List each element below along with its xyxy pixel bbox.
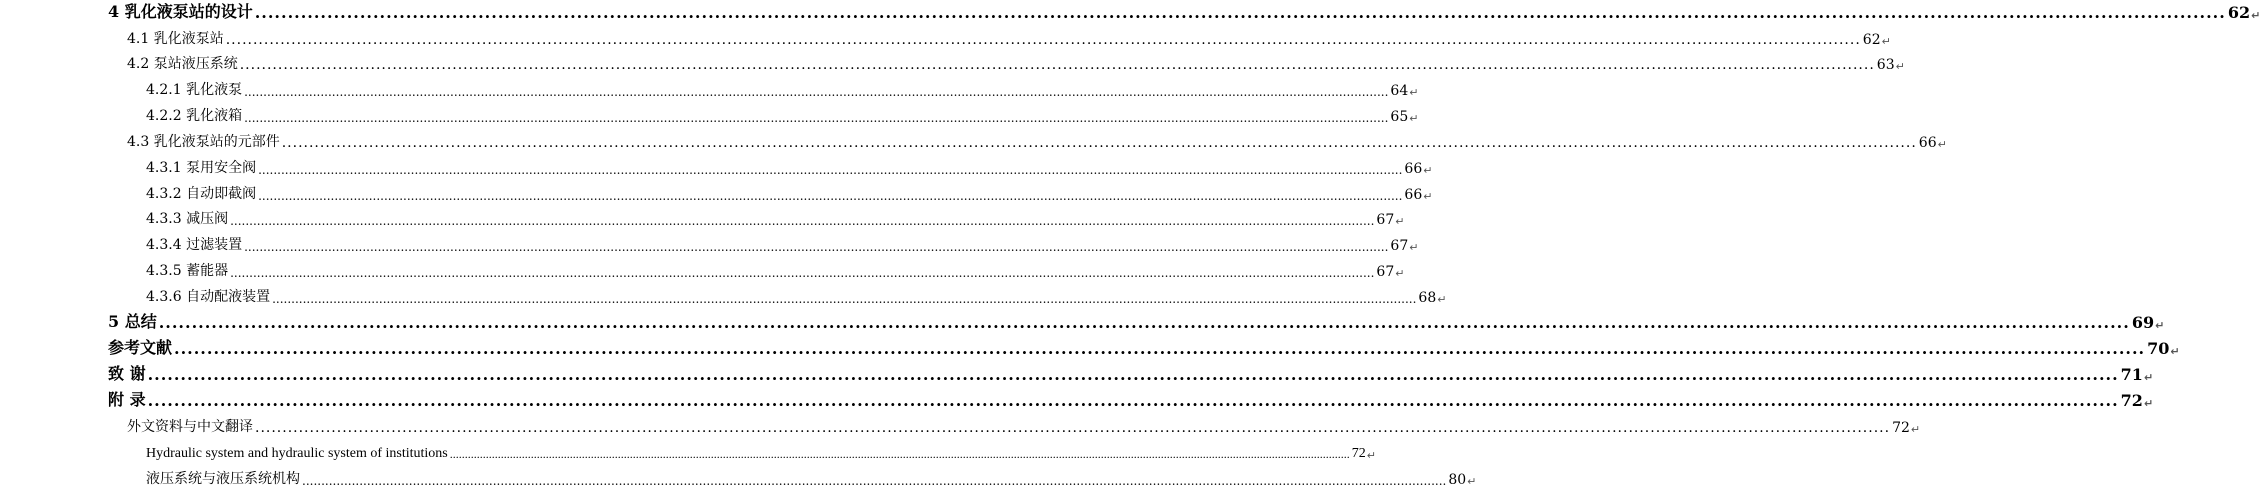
toc-entry-label: 4.2 泵站液压系统 [127,56,238,72]
toc-entry-label: 4.3.6 自动配液装置 [146,289,271,305]
toc-entry[interactable] [146,258,1405,280]
toc-page-number: 64 [1390,83,1409,99]
paragraph-mark-icon: ↵ [1395,267,1405,280]
toc-entry[interactable] [146,232,1419,254]
paragraph-mark-icon: ↵ [1366,449,1376,462]
toc-page-number: 65 [1390,109,1409,125]
dot-leader: ............................................................................................................................................................................................................................................................................................................ [239,57,1875,73]
toc-entry-label: 致 谢 [108,364,146,383]
toc-entry-label: 4.1 乳化液泵站 [127,31,224,47]
paragraph-mark-icon: ↵ [2170,345,2180,358]
paragraph-mark-icon: ↵ [1395,215,1405,228]
toc-entry-label: 5 总结 [108,312,157,331]
toc-entry[interactable] [146,466,1477,488]
toc-page-number: 67 [1376,212,1395,228]
dot-leader: ............................................................................................................................................................................................................................................................................................................ [244,85,1389,99]
paragraph-mark-icon: ↵ [1910,423,1921,436]
toc-page-number: 67 [1376,264,1395,280]
paragraph-mark-icon: ↵ [1937,138,1947,151]
toc-entry-label: 4.3.3 减压阀 [146,211,229,227]
paragraph-mark-icon: ↵ [1423,190,1433,203]
toc-entry[interactable] [146,77,1419,99]
toc-page-number: 68 [1418,290,1437,306]
toc-entry-label: 4.3.4 过滤装置 [146,237,243,253]
paragraph-mark-icon: ↵ [2251,9,2260,22]
paragraph-mark-icon: ↵ [1409,112,1419,125]
toc-entry[interactable] [127,414,1921,436]
toc-page-number: 72 [1351,446,1366,461]
paragraph-mark-icon: ↵ [2143,371,2154,384]
toc-page-number: 71 [2120,365,2143,384]
toc-entry-label: 4.3.1 泵用安全阀 [146,160,257,176]
toc-entry-label: 附 录 [108,390,146,409]
toc-entry-label: 4.2.2 乳化液箱 [146,108,243,124]
toc-entry-label: 外文资料与中文翻译 [127,419,253,435]
toc-entry-label: 4.3.5 蓄能器 [146,263,229,279]
toc-entry[interactable] [108,388,2154,410]
paragraph-mark-icon: ↵ [1423,164,1433,177]
toc-entry[interactable] [127,51,1905,73]
dot-leader: ............................................................................................................................................................................................................................................................................................................ [230,214,1375,228]
paragraph-mark-icon: ↵ [1881,35,1891,48]
dot-leader: ............................................................................................................................................................................................................................................................................................................ [258,163,1403,177]
toc-entry[interactable] [108,336,2180,358]
paragraph-mark-icon: ↵ [1409,86,1419,99]
toc-page-number: 72 [2120,391,2143,410]
paragraph-mark-icon: ↵ [1409,241,1419,254]
dot-leader: ............................................................................................................................................................................................................................................................................................................ [254,3,2226,22]
dot-leader: ............................................................................................................................................................................................................................................................................................................ [244,111,1389,125]
toc-entry[interactable] [146,440,1376,462]
dot-leader: ............................................................................................................................................................................................................................................................................................................ [281,135,1917,151]
dot-leader: ............................................................................................................................................................................................................................................................................................................ [244,240,1389,254]
paragraph-mark-icon: ↵ [1895,60,1905,73]
toc-page-number: 69 [2131,313,2155,332]
toc-entry-label: 4.3 乳化液泵站的元部件 [127,134,280,150]
paragraph-mark-icon: ↵ [2155,319,2165,332]
toc-entry-label: 4 乳化液泵站的设计 [108,2,253,21]
toc-page-number: 72 [1892,420,1910,436]
toc-page-number: 66 [1404,161,1423,177]
toc-entry-label: 液压系统与液压系统机构 [146,471,300,487]
dot-leader: ............................................................................................................................................................................................................................................................................................................ [302,474,1447,488]
dot-leader: ............................................................................................................................................................................................................................................................................................................ [174,339,2146,358]
toc-entry[interactable] [146,155,1433,177]
toc-entry-label: 4.3.2 自动即截阀 [146,186,257,202]
dot-leader: ............................................................................................................................................................................................................................................................................................................ [147,391,2119,410]
toc-entry-label: Hydraulic system and hydraulic system of institutions [146,446,448,461]
toc-entry[interactable] [146,103,1419,125]
toc-entry[interactable] [146,181,1433,203]
dot-leader: ............................................................................................................................................................................................................................................................................................................ [225,32,1861,48]
paragraph-mark-icon: ↵ [2143,397,2154,410]
dot-leader: ............................................................................................................................................................................................................................................................................................................ [258,189,1403,203]
dot-leader: ............................................................................................................................................................................................................................................................................................................ [158,313,2130,332]
dot-leader: ............................................................................................................................................................................................................................................................................................................ [230,266,1375,280]
toc-entry[interactable] [108,362,2154,384]
toc-page-number: 63 [1876,57,1895,73]
toc-entry[interactable] [127,26,1891,48]
toc-page-number: 66 [1404,187,1423,203]
toc-entry[interactable] [108,310,2165,332]
paragraph-mark-icon: ↵ [1437,293,1447,306]
toc-entry-label: 参考文献 [108,338,173,357]
toc-entry[interactable] [146,206,1405,228]
toc-page-number: 80 [1448,472,1467,488]
toc-page-number: 67 [1390,238,1409,254]
toc-entry-label: 4.2.1 乳化液泵 [146,82,243,98]
toc-page-number: 62 [2227,3,2251,22]
toc-page-number: 70 [2147,339,2170,358]
toc-page-number: 62 [1862,32,1881,48]
dot-leader: ............................................................................................................................................................................................................................................................................................................ [449,447,1350,461]
dot-leader: ............................................................................................................................................................................................................................................................................................................ [272,292,1417,306]
dot-leader: ............................................................................................................................................................................................................................................................................................................ [255,420,1891,436]
toc-entry[interactable] [108,0,2260,22]
toc-entry[interactable] [127,129,1947,151]
toc-entry[interactable] [146,284,1447,306]
dot-leader: ............................................................................................................................................................................................................................................................................................................ [147,365,2119,384]
paragraph-mark-icon: ↵ [1467,475,1477,488]
toc-page-number: 66 [1918,135,1937,151]
